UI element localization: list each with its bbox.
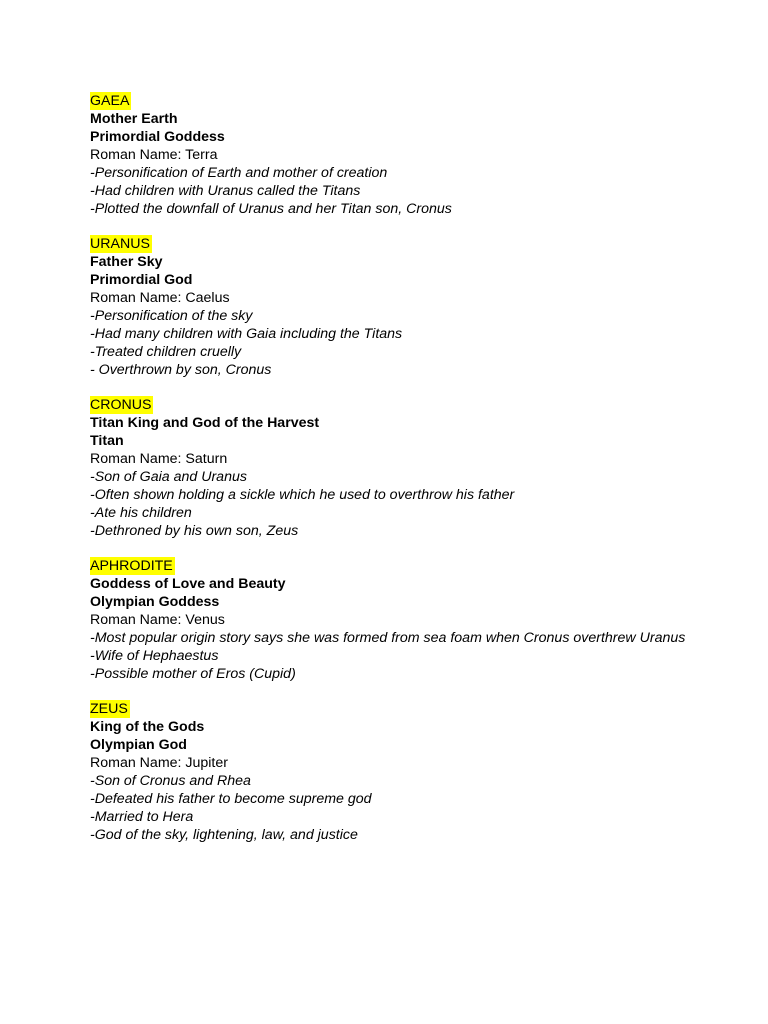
deity-title: Titan King and God of the Harvest [90,415,320,431]
deity-name: CRONUS [90,397,152,413]
fact-line: -Ate his children [90,505,192,521]
deity-title: Mother Earth [90,111,178,127]
deity-title: Father Sky [90,254,163,270]
roman-name: Roman Name: Saturn [90,451,228,467]
entry-cronus [90,396,730,540]
fact-line: -Personification of Earth and mother of creation [90,165,388,181]
deity-name: URANUS [90,236,150,252]
roman-name: Roman Name: Venus [90,612,225,628]
document-page [90,92,730,861]
roman-name: Roman Name: Jupiter [90,755,228,771]
entry-zeus [90,700,730,844]
fact-line: -God of the sky, lightening, law, and justice [90,827,358,843]
fact-line: -Son of Cronus and Rhea [90,773,251,789]
deity-name: ZEUS [90,701,128,717]
deity-class: Olympian Goddess [90,594,220,610]
fact-line: -Defeated his father to become supreme god [90,791,372,807]
fact-line: -Most popular origin story says she was formed from sea foam when Cronus overthrew Uranus [90,630,686,646]
roman-name: Roman Name: Caelus [90,290,230,306]
entry-uranus [90,235,730,379]
fact-line: -Had children with Uranus called the Titans [90,183,361,199]
fact-line: -Had many children with Gaia including the Titans [90,326,403,342]
roman-name: Roman Name: Terra [90,147,218,163]
deity-name: GAEA [90,93,130,109]
fact-line: -Son of Gaia and Uranus [90,469,247,485]
fact-line: -Often shown holding a sickle which he used to overthrow his father [90,487,515,503]
fact-line: -Plotted the downfall of Uranus and her Titan son, Cronus [90,201,452,217]
deity-name: APHRODITE [90,558,173,574]
deity-class: Olympian God [90,737,187,753]
deity-title: King of the Gods [90,719,205,735]
fact-line: -Possible mother of Eros (Cupid) [90,666,296,682]
entry-aphrodite [90,557,730,683]
fact-line: -Dethroned by his own son, Zeus [90,523,299,539]
fact-line: -Married to Hera [90,809,194,825]
fact-line: -Personification of the sky [90,308,253,324]
deity-class: Primordial Goddess [90,129,225,145]
deity-class: Primordial God [90,272,193,288]
fact-line: -Treated children cruelly [90,344,242,360]
deity-title: Goddess of Love and Beauty [90,576,286,592]
deity-class: Titan [90,433,124,449]
fact-line: -Wife of Hephaestus [90,648,219,664]
fact-line: - Overthrown by son, Cronus [90,362,272,378]
entry-gaea [90,92,730,218]
